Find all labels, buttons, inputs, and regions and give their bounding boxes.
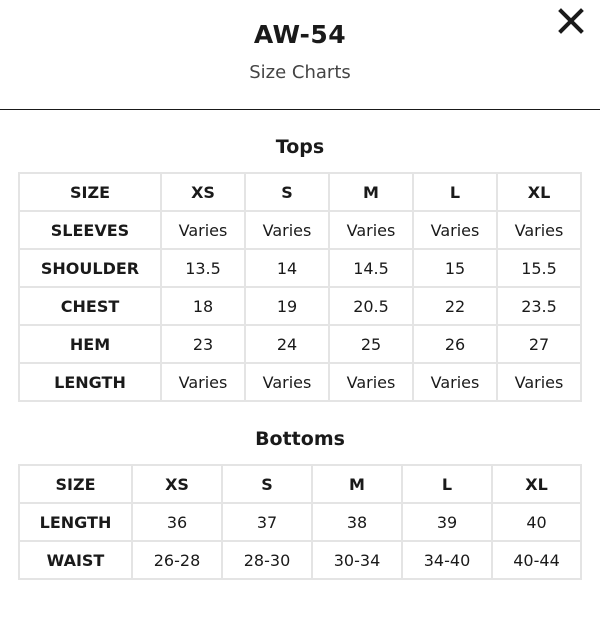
close-button[interactable] <box>554 4 588 38</box>
table-cell: 25 <box>329 325 413 363</box>
bottoms-size-table <box>18 464 582 580</box>
table-cell: 19 <box>245 287 329 325</box>
table-cell: Varies <box>413 211 497 249</box>
table-cell: 37 <box>222 503 312 541</box>
table-header-cell: S <box>245 173 329 211</box>
table-header-cell: L <box>402 465 492 503</box>
table-row <box>19 249 581 287</box>
tops-section-title: Tops <box>275 136 325 158</box>
table-header-cell: M <box>312 465 402 503</box>
table-cell: 36 <box>132 503 222 541</box>
table-header-cell: XS <box>132 465 222 503</box>
table-row <box>19 541 581 579</box>
table-cell: Varies <box>497 363 581 401</box>
row-label: LENGTH <box>19 503 132 541</box>
table-header-cell: S <box>222 465 312 503</box>
row-label: CHEST <box>19 287 161 325</box>
table-header-row <box>19 465 581 503</box>
table-cell: 26-28 <box>132 541 222 579</box>
table-cell: 18 <box>161 287 245 325</box>
table-cell: 20.5 <box>329 287 413 325</box>
tops-size-table <box>18 172 582 402</box>
table-cell: Varies <box>497 211 581 249</box>
table-cell: 15 <box>413 249 497 287</box>
table-cell: Varies <box>245 363 329 401</box>
table-cell: 38 <box>312 503 402 541</box>
row-label: LENGTH <box>19 363 161 401</box>
table-cell: 26 <box>413 325 497 363</box>
table-row <box>19 503 581 541</box>
table-header-cell: M <box>329 173 413 211</box>
table-cell: 14 <box>245 249 329 287</box>
table-header-cell: XL <box>497 173 581 211</box>
table-cell: 30-34 <box>312 541 402 579</box>
table-cell: 40 <box>492 503 581 541</box>
bottoms-section-title: Bottoms <box>255 428 345 450</box>
modal-header <box>0 0 600 110</box>
table-cell: Varies <box>329 363 413 401</box>
table-cell: 39 <box>402 503 492 541</box>
table-header-cell: XL <box>492 465 581 503</box>
table-header-cell: XS <box>161 173 245 211</box>
table-row <box>19 211 581 249</box>
modal-subtitle: Size Charts <box>249 62 351 83</box>
table-cell: 22 <box>413 287 497 325</box>
row-label: SLEEVES <box>19 211 161 249</box>
table-cell: Varies <box>413 363 497 401</box>
table-cell: Varies <box>329 211 413 249</box>
table-row <box>19 325 581 363</box>
table-cell: 34-40 <box>402 541 492 579</box>
table-cell: Varies <box>161 363 245 401</box>
table-cell: 13.5 <box>161 249 245 287</box>
row-label: WAIST <box>19 541 132 579</box>
close-icon <box>554 4 588 38</box>
table-cell: 28-30 <box>222 541 312 579</box>
product-title: AW-54 <box>253 20 347 49</box>
table-cell: Varies <box>161 211 245 249</box>
table-cell: 14.5 <box>329 249 413 287</box>
row-label: SHOULDER <box>19 249 161 287</box>
row-label: HEM <box>19 325 161 363</box>
table-cell: 27 <box>497 325 581 363</box>
table-cell: 40-44 <box>492 541 581 579</box>
table-cell: 24 <box>245 325 329 363</box>
table-row <box>19 287 581 325</box>
table-header-cell: SIZE <box>19 465 132 503</box>
table-row <box>19 363 581 401</box>
table-header-cell: SIZE <box>19 173 161 211</box>
table-header-cell: L <box>413 173 497 211</box>
table-cell: 23 <box>161 325 245 363</box>
table-cell: 23.5 <box>497 287 581 325</box>
table-cell: 15.5 <box>497 249 581 287</box>
table-cell: Varies <box>245 211 329 249</box>
table-header-row <box>19 173 581 211</box>
